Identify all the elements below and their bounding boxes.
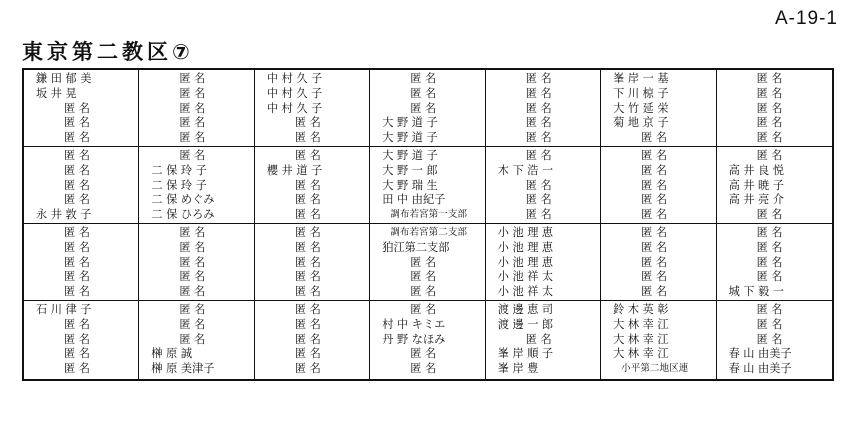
donor-name: 大 竹 延 栄 xyxy=(613,101,669,115)
donor-name: 匿 名 xyxy=(756,149,783,162)
donor-name: 匿 名 xyxy=(294,317,321,331)
donor-name: 匿 名 xyxy=(525,193,552,207)
roster-block xyxy=(370,147,484,224)
roster-block xyxy=(139,147,253,224)
donor-name: 永 井 敦 子 xyxy=(36,208,92,222)
donor-name: 匿 名 xyxy=(64,317,90,331)
donor-name: 小平第二地区連 xyxy=(621,363,689,375)
donor-name: 小 池 理 恵 xyxy=(497,226,554,239)
donor-name: 匿 名 xyxy=(294,131,321,145)
donor-name: 匿 名 xyxy=(294,208,321,222)
donor-name: 木 下 浩 一 xyxy=(497,163,554,177)
donor-name: 匿 名 xyxy=(294,332,321,346)
donor-name: 城 下 毅 一 xyxy=(728,285,784,299)
donor-name: 匿 名 xyxy=(756,332,783,346)
donor-name: 大 林 幸 江 xyxy=(613,317,669,331)
donor-name: 小 池 理 恵 xyxy=(497,255,554,269)
roster-block xyxy=(486,147,600,224)
donor-name: 中 村 久 子 xyxy=(266,86,323,100)
donor-name: 田 中 由紀子 xyxy=(382,193,446,207)
donor-name: 匿 名 xyxy=(64,332,90,346)
donor-name: 匿 名 xyxy=(179,270,206,284)
roster-block xyxy=(601,301,715,377)
donor-name: 匿 名 xyxy=(64,270,90,284)
roster-block xyxy=(370,224,484,301)
donor-name: 大 林 幸 江 xyxy=(613,332,669,346)
donor-name: 匿 名 xyxy=(179,86,206,100)
roster-column xyxy=(486,70,601,379)
donor-name: 匿 名 xyxy=(525,149,552,162)
donor-name: 匿 名 xyxy=(525,332,552,346)
donor-name: 石 川 律 子 xyxy=(36,303,92,316)
donor-name: 匿 名 xyxy=(179,317,206,331)
donor-name: 匿 名 xyxy=(179,332,206,346)
donor-name: 菊 地 京 子 xyxy=(613,116,669,130)
donor-name: 匿 名 xyxy=(410,255,437,269)
donor-name: 中 村 久 子 xyxy=(266,101,323,115)
donor-name: 匿 名 xyxy=(641,270,668,284)
donor-name: 匿 名 xyxy=(756,131,783,145)
donor-name: 匿 名 xyxy=(179,303,206,316)
donor-name: 匿 名 xyxy=(294,303,321,316)
donor-name: 匿 名 xyxy=(525,86,552,100)
donor-name: 匿 名 xyxy=(179,116,206,130)
donor-name: 坂 井 晃 xyxy=(36,86,77,100)
donor-name: 匿 名 xyxy=(179,149,206,162)
donor-name: 渡 邊 一 郎 xyxy=(497,317,554,331)
donor-name: 匿 名 xyxy=(64,131,90,145)
donor-name: 調布若宮第一支部 xyxy=(390,209,468,221)
donor-name: 匿 名 xyxy=(64,163,90,177)
donor-name: 大 野 瑞 生 xyxy=(382,178,438,192)
roster-block xyxy=(717,224,832,301)
donor-name: 匿 名 xyxy=(641,208,668,222)
roster-block xyxy=(24,224,138,301)
donor-name: 大 野 一 郎 xyxy=(382,163,438,177)
donor-name: 匿 名 xyxy=(64,362,90,376)
donor-name: 匿 名 xyxy=(64,240,90,254)
donor-name: 鈴 木 英 彰 xyxy=(613,303,669,316)
donor-name: 匿 名 xyxy=(756,270,783,284)
roster-block xyxy=(717,301,832,377)
donor-name: 匿 名 xyxy=(756,72,783,85)
page-code: A-19-1 xyxy=(774,8,838,29)
donor-name: 匿 名 xyxy=(64,101,90,115)
donor-name: 二 保 玲 子 xyxy=(151,178,207,192)
donor-name: 匿 名 xyxy=(294,255,321,269)
donor-name: 匿 名 xyxy=(179,72,206,85)
donor-name: 峯 岸 一 基 xyxy=(613,72,669,85)
donor-name: 匿 名 xyxy=(64,226,90,239)
donor-name: 高 井 良 悦 xyxy=(728,163,784,177)
donor-name: 匿 名 xyxy=(525,116,552,130)
donor-name: 匿 名 xyxy=(64,193,90,207)
donor-name: 小 池 祥 太 xyxy=(497,270,554,284)
roster-block xyxy=(486,301,600,377)
roster-block xyxy=(717,147,832,224)
donor-name: 匿 名 xyxy=(294,193,321,207)
donor-name: 高 井 亮 介 xyxy=(728,193,784,207)
donor-name: 匿 名 xyxy=(410,362,437,376)
roster-column xyxy=(370,70,485,379)
donor-name: 大 野 道 子 xyxy=(382,149,438,162)
donor-name: 匿 名 xyxy=(410,285,437,299)
roster-block xyxy=(601,147,715,224)
donor-name: 小 池 理 恵 xyxy=(497,240,554,254)
donor-name: 渡 邊 恵 司 xyxy=(497,303,554,316)
donor-name: 丹 野 なほみ xyxy=(382,332,446,346)
donor-name: 高 井 暁 子 xyxy=(728,178,784,192)
roster-column xyxy=(139,70,254,379)
roster-column xyxy=(717,70,832,379)
donor-name: 匿 名 xyxy=(410,72,437,85)
donor-name: 匿 名 xyxy=(525,72,552,85)
donor-name: 匿 名 xyxy=(179,226,206,239)
donor-name: 匿 名 xyxy=(525,101,552,115)
roster-block xyxy=(24,301,138,377)
donor-name: 匿 名 xyxy=(179,240,206,254)
donor-name: 二 保 めぐみ xyxy=(151,193,215,207)
donor-name: 匿 名 xyxy=(641,149,668,162)
donor-name: 二 保 ひろみ xyxy=(151,208,215,222)
donor-name: 匿 名 xyxy=(525,178,552,192)
donor-name: 春 山 由美子 xyxy=(728,362,792,376)
roster-block xyxy=(24,70,138,147)
donor-name: 匿 名 xyxy=(294,362,321,376)
donor-name: 中 村 久 子 xyxy=(266,72,323,85)
donor-name: 小 池 祥 太 xyxy=(497,285,554,299)
donor-name: 匿 名 xyxy=(410,270,437,284)
donor-name: 匿 名 xyxy=(641,226,668,239)
roster-block xyxy=(139,301,253,377)
donor-roster-table xyxy=(22,68,834,381)
roster-block xyxy=(255,147,369,224)
roster-block xyxy=(370,301,484,377)
donor-name: 匿 名 xyxy=(64,255,90,269)
donor-name: 大 野 道 子 xyxy=(382,116,438,130)
donor-name: 匿 名 xyxy=(641,178,668,192)
donor-name: 匿 名 xyxy=(756,240,783,254)
page-title: 東京第二教区⑦ xyxy=(22,40,194,64)
donor-name: 匿 名 xyxy=(641,240,668,254)
donor-name: 匿 名 xyxy=(756,255,783,269)
donor-name: 匿 名 xyxy=(64,285,90,299)
donor-name: 匿 名 xyxy=(756,101,783,115)
roster-block xyxy=(139,70,253,147)
roster-block xyxy=(601,70,715,147)
roster-block xyxy=(717,70,832,147)
donor-name: 匿 名 xyxy=(525,131,552,145)
donor-name: 匿 名 xyxy=(641,163,668,177)
roster-column xyxy=(24,70,139,379)
donor-name: 匿 名 xyxy=(294,116,321,130)
roster-block xyxy=(24,147,138,224)
donor-name: 匿 名 xyxy=(294,178,321,192)
donor-name: 匿 名 xyxy=(756,208,783,222)
roster-column xyxy=(255,70,370,379)
donor-name: 匿 名 xyxy=(179,101,206,115)
roster-block xyxy=(255,301,369,377)
donor-name: 二 保 玲 子 xyxy=(151,163,207,177)
donor-name: 大 林 幸 江 xyxy=(613,347,669,361)
roster-block xyxy=(255,224,369,301)
donor-name: 春 山 由美子 xyxy=(728,347,792,361)
donor-name: 櫻 井 道 子 xyxy=(266,163,323,177)
donor-name: 匿 名 xyxy=(525,208,552,222)
donor-name: 匿 名 xyxy=(294,149,321,162)
donor-name: 匿 名 xyxy=(756,317,783,331)
donor-name: 下 川 椋 子 xyxy=(613,86,669,100)
donor-name: 匿 名 xyxy=(410,101,437,115)
donor-name: 匿 名 xyxy=(179,255,206,269)
donor-name: 匿 名 xyxy=(641,255,668,269)
donor-name: 匿 名 xyxy=(64,149,90,162)
donor-name: 匿 名 xyxy=(294,270,321,284)
donor-name: 匿 名 xyxy=(179,131,206,145)
roster-block xyxy=(139,224,253,301)
donor-name: 匿 名 xyxy=(64,347,90,361)
donor-name: 峯 岸 順 子 xyxy=(497,347,554,361)
roster-block xyxy=(486,70,600,147)
donor-name: 匿 名 xyxy=(179,285,206,299)
donor-name: 榊 原 誠 xyxy=(151,347,193,361)
roster-block xyxy=(255,70,369,147)
donor-name: 匿 名 xyxy=(756,226,783,239)
donor-name: 峯 岸 豊 xyxy=(497,362,539,376)
donor-name: 匿 名 xyxy=(641,285,668,299)
donor-name: 狛江第二支部 xyxy=(382,240,450,254)
donor-name: 匿 名 xyxy=(294,347,321,361)
donor-name: 匿 名 xyxy=(410,86,437,100)
donor-name: 匿 名 xyxy=(641,131,668,145)
donor-name: 匿 名 xyxy=(756,86,783,100)
donor-name: 匿 名 xyxy=(64,178,90,192)
donor-name: 匿 名 xyxy=(294,285,321,299)
donor-name: 匿 名 xyxy=(294,226,321,239)
donor-name: 匿 名 xyxy=(641,193,668,207)
roster-block xyxy=(601,224,715,301)
roster-block xyxy=(486,224,600,301)
donor-name: 鎌 田 郁 美 xyxy=(36,72,92,85)
donor-name: 匿 名 xyxy=(410,347,437,361)
roster-column xyxy=(601,70,716,379)
donor-name: 村 中 キミエ xyxy=(382,317,446,331)
donor-name: 匿 名 xyxy=(64,116,90,130)
donor-name: 匿 名 xyxy=(410,303,437,316)
donor-name: 調布若宮第二支部 xyxy=(390,227,468,238)
donor-name: 匿 名 xyxy=(294,240,321,254)
donor-name: 匿 名 xyxy=(756,303,783,316)
donor-name: 大 野 道 子 xyxy=(382,131,438,145)
roster-block xyxy=(370,70,484,147)
donor-name: 匿 名 xyxy=(756,116,783,130)
donor-name: 榊 原 美津子 xyxy=(151,362,215,376)
